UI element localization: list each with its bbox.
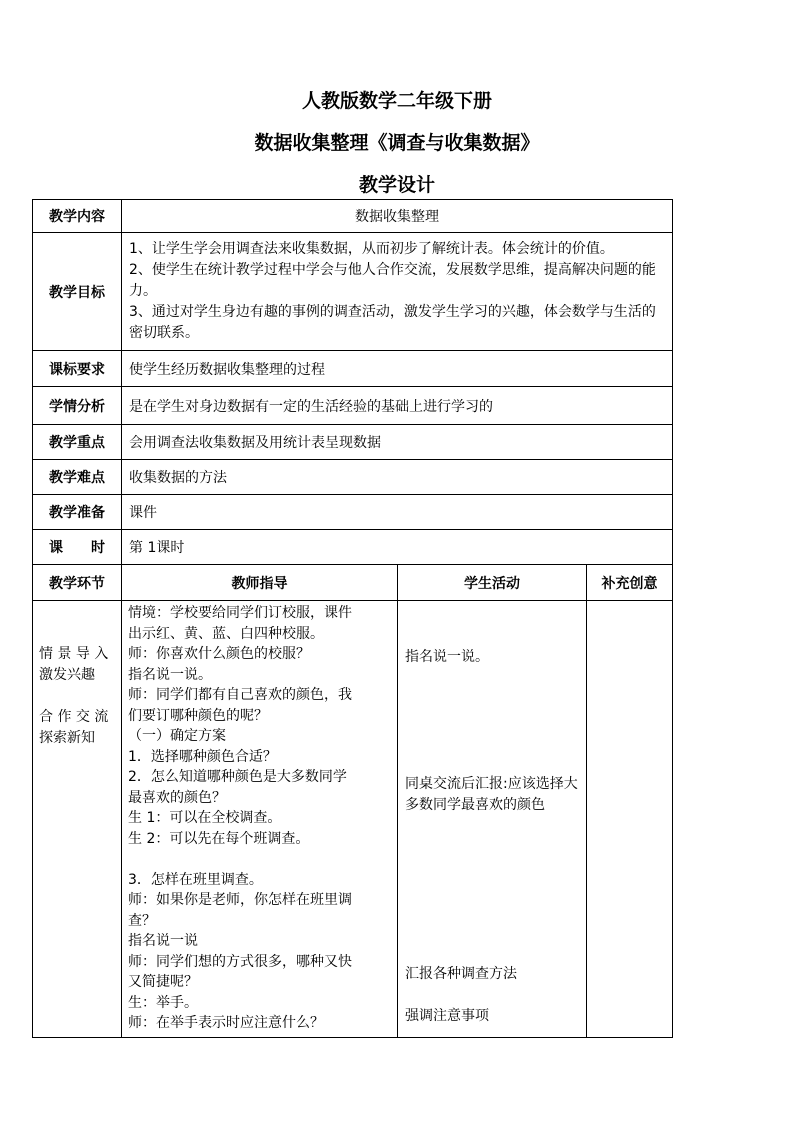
- student-cell: [398, 601, 587, 1038]
- analysis-label: 学情分析: [33, 387, 122, 425]
- teacher-line: 师：同学们都有自己喜欢的颜色，我: [128, 687, 352, 703]
- hours-label: 课 时: [33, 530, 122, 565]
- standard-label: 课标要求: [33, 351, 122, 387]
- teacher-line: 出示红、黄、蓝、白四种校服。: [128, 625, 324, 642]
- stage-cell: [33, 601, 122, 1038]
- row-content: [33, 200, 673, 233]
- student-note: 汇报各种调查方法: [405, 966, 517, 982]
- teacher-cell: [122, 601, 398, 1038]
- teacher-line: 最喜欢的颜色？: [128, 789, 226, 806]
- teacher-line: 3．怎样在班里调查。: [128, 871, 263, 888]
- header-extra: 补充创意: [587, 565, 673, 601]
- teacher-line: 情境：学校要给同学们订校服，课件: [128, 605, 352, 621]
- analysis-value: 是在学生对身边数据有一定的生活经验的基础上进行学习的: [122, 387, 673, 425]
- row-key: [33, 425, 673, 460]
- stage-line: 合 作 交 流: [39, 709, 109, 725]
- teacher-line: 2．怎么知道哪种颜色是大多数同学: [128, 769, 347, 785]
- teacher-line: 师：你喜欢什么颜色的校服？: [128, 646, 310, 662]
- prep-value: 课件: [122, 495, 673, 530]
- row-goals: [33, 233, 673, 351]
- teacher-line: 师：如果你是老师，你怎样在班里调: [128, 892, 352, 908]
- teacher-line: 指名说一说: [128, 933, 198, 949]
- difficulty-value: 收集数据的方法: [122, 460, 673, 495]
- header-student: 学生活动: [398, 565, 587, 601]
- row-standard: [33, 351, 673, 387]
- row-difficulty: [33, 460, 673, 495]
- standard-value: 使学生经历数据收集整理的过程: [122, 351, 673, 387]
- prep-label: 教学准备: [33, 495, 122, 530]
- key-value: 会用调查法收集数据及用统计表呈现数据: [122, 425, 673, 460]
- hours-value: 第 1课时: [122, 530, 673, 565]
- goals-label: 教学目标: [33, 233, 122, 351]
- stage-line: 探索新知: [39, 730, 95, 746]
- student-note: 同桌交流后汇报:应该选择大多数同学最喜欢的颜色: [405, 776, 578, 813]
- header-stage: 教学环节: [33, 565, 122, 601]
- teacher-line: 又简捷呢？: [128, 974, 198, 990]
- student-note: 指名说一说。: [405, 649, 489, 665]
- goal-item: 3、通过对学生身边有趣的事例的调查活动，激发学生学习的兴趣，体会数学与生活的密切联系。: [129, 303, 656, 341]
- teacher-line: 生：举手。: [128, 994, 198, 1011]
- teacher-line: 生 2：可以先在每个班调查。: [128, 830, 310, 847]
- doc-title-line1: 人教版数学二年级下册: [301, 90, 492, 112]
- row-process-header: [33, 565, 673, 601]
- stage-line: 情 景 导 入: [39, 646, 109, 662]
- row-prep: [33, 495, 673, 530]
- row-process-body: [33, 601, 673, 1038]
- doc-title-line3: 教学设计: [358, 174, 435, 196]
- content-value: 数据收集整理: [122, 200, 673, 233]
- goal-item: 2、使学生在统计教学过程中学会与他人合作交流，发展数学思维，提高解决问题的能力。: [129, 261, 656, 299]
- key-label: 教学重点: [33, 425, 122, 460]
- teacher-line: 生 1：可以在全校调查。: [128, 810, 282, 826]
- teacher-line: 师：在举手表示时应注意什么？: [128, 1015, 324, 1031]
- teacher-line: 们要订哪种颜色的呢？: [128, 707, 268, 724]
- student-note: 强调注意事项: [405, 1008, 489, 1024]
- goal-item: 1、让学生学会用调查法来收集数据，从而初步了解统计表。体会统计的价值。: [129, 240, 614, 257]
- teacher-line: （一）确定方案: [128, 728, 226, 744]
- doc-title-line2: 数据收集整理《调查与收集数据》: [254, 132, 540, 154]
- extra-cell: [587, 601, 673, 1038]
- goals-cell: [122, 233, 673, 351]
- row-hours: [33, 530, 673, 565]
- header-teacher: 教师指导: [122, 565, 398, 601]
- row-analysis: [33, 387, 673, 425]
- teacher-line: 查？: [128, 912, 156, 929]
- difficulty-label: 教学难点: [33, 460, 122, 495]
- lesson-plan-table: [32, 199, 673, 1038]
- teacher-line: [128, 849, 393, 870]
- teacher-line: 师：同学们想的方式很多，哪种又快: [128, 953, 352, 970]
- stage-line: 激发兴趣: [39, 667, 95, 683]
- teacher-line: 指名说一说。: [128, 666, 212, 683]
- teacher-line: 1．选择哪种颜色合适？: [128, 748, 277, 765]
- content-label: 教学内容: [33, 200, 122, 233]
